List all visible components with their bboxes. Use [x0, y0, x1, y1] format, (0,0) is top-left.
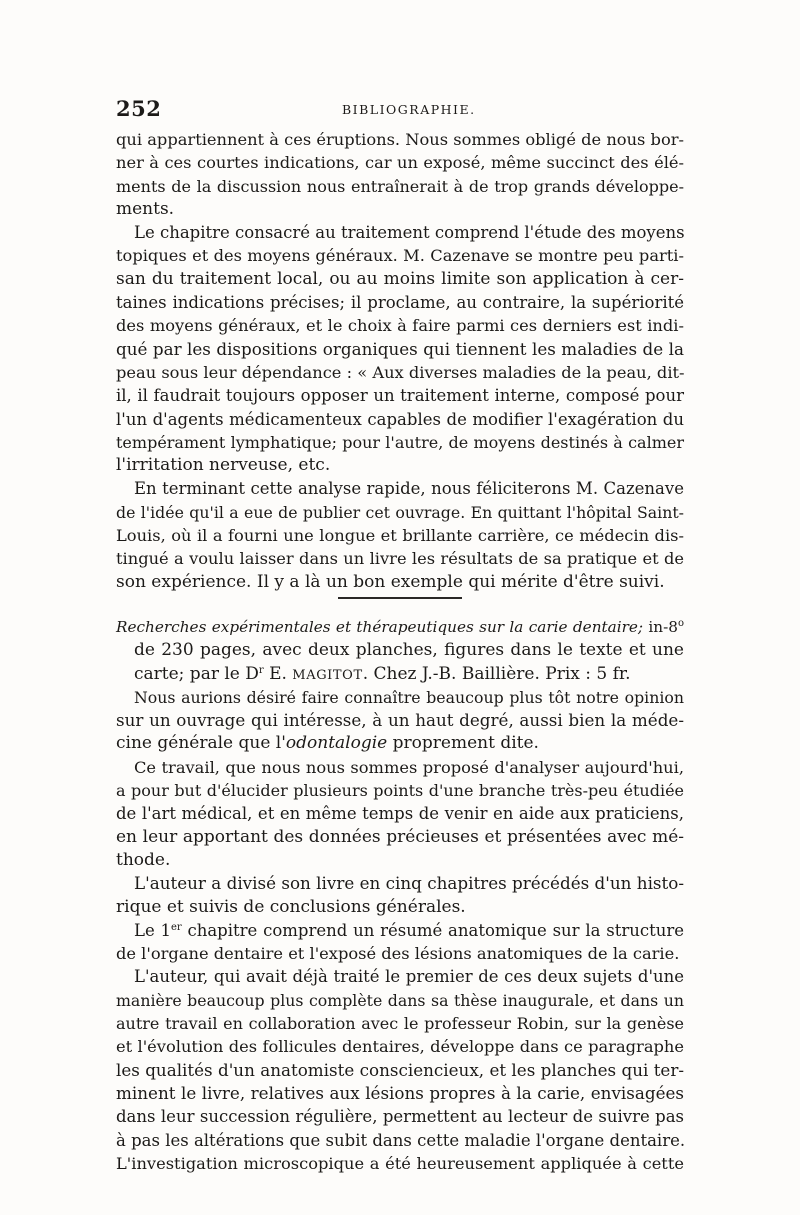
section-title: BIBLIOGRAPHIE.	[342, 102, 476, 117]
text-line: L'investigation microscopique a été heureusement appliquée à cette	[116, 1153, 684, 1173]
running-head	[116, 96, 686, 120]
author-initial: E.	[263, 663, 293, 684]
text-line: les qualités d'un anatomiste consciencieux, et les planches qui ter-	[116, 1059, 684, 1080]
text-line: autre travail en collaboration avec le professeur Robin, sur la genèse	[116, 1014, 684, 1034]
doctor-sup: r	[258, 664, 264, 676]
text-line: des moyens généraux, et le choix à faire parmi ces derniers est indi-	[116, 316, 684, 336]
text-line: ments de la discussion nous entraînerait à de trop grands développe-	[116, 176, 684, 196]
text-line: tingué a voulu laisser dans un livre les résultats de sa pratique et de	[116, 549, 684, 569]
text-line: rique et suivis de conclusions générales.	[116, 896, 466, 917]
page-number: 252	[116, 96, 162, 121]
text-line: en leur apportant des données précieuses et présentées avec mé-	[116, 826, 684, 847]
text-line: l'un d'agents médicamenteux capables de modifier l'exagération du	[116, 409, 684, 429]
text-line: il, il faudrait toujours opposer un traitement interne, composé pour	[116, 386, 684, 406]
author-prefix: carte; par le D	[134, 663, 259, 684]
review-continuation	[116, 128, 684, 594]
odontalogie-term: odontalogie	[285, 733, 388, 754]
chapter-sup: er	[171, 921, 182, 933]
text-line: ments.	[116, 198, 175, 219]
text-line: thode.	[116, 849, 171, 870]
author-name: MAGITOT	[292, 667, 363, 683]
text-line: a pour but d'élucider plusieurs points d'une branche très-peu étudiée	[116, 781, 684, 801]
text-line: L'auteur, qui avait déjà traité le premier de ces deux sujets d'une	[134, 967, 684, 987]
text-line: l'irritation nerveuse, etc.	[116, 455, 331, 476]
text-line: L'auteur a divisé son livre en cinq chapitres précédés d'un histo-	[134, 873, 684, 894]
book-author-line	[116, 663, 684, 686]
chapter-prefix: Le 1	[134, 920, 171, 940]
text-line: qué par les dispositions organiques qui tiennent les maladies de la	[116, 338, 684, 359]
text-line: ner à ces courtes indications, car un exposé, même succinct des élé-	[116, 153, 684, 173]
text-line	[116, 732, 684, 755]
text-line: son expérience. Il y a là un bon exemple qui mérite d'être suivi.	[116, 571, 665, 592]
text-line: Nous aurions désiré faire connaître beaucoup plus tôt notre opinion	[134, 687, 684, 707]
book-format-sup: o	[677, 618, 684, 629]
text-line: Louis, où il a fourni une longue et brillante carrière, ce médecin dis-	[116, 526, 684, 546]
chapter-suffix: chapitre comprend un résumé anatomique sur la structure	[181, 920, 684, 940]
text-line: qui appartiennent à ces éruptions. Nous sommes obligé de nous bor-	[116, 130, 684, 149]
text-line: En terminant cette analyse rapide, nous féliciterons M. Cazenave	[134, 479, 684, 499]
book-format: in-8	[643, 618, 678, 636]
text-line	[116, 919, 684, 942]
text-line: Ce travail, que nous nous sommes proposé d'analyser aujourd'hui,	[134, 757, 684, 777]
text-line: et l'évolution des follicules dentaires, développe dans ce paragraphe	[116, 1037, 684, 1057]
book-review	[116, 616, 684, 1175]
text-line: de l'art médical, et en même temps de venir en aide aux praticiens,	[116, 804, 684, 824]
text-line: de l'idée qu'il a eue de publier cet ouvrage. En quittant l'hôpital Saint-	[116, 502, 684, 522]
publisher-price: . Chez J.-B. Baillière. Prix : 5 fr.	[362, 663, 631, 684]
book-title: Recherches expérimentales et thérapeutiques sur la carie dentaire;	[116, 618, 644, 636]
text-line: taines indications précises; il proclame, au contraire, la supériorité	[116, 293, 684, 313]
text-line: à pas les altérations que subit dans cette maladie l'organe dentaire.	[116, 1130, 686, 1150]
text-line: dans leur succession régulière, permettent au lecteur de suivre pas	[116, 1107, 684, 1127]
text-line: minent le livre, relatives aux lésions propres à la carie, envisagées	[116, 1082, 684, 1103]
book-title-line	[116, 616, 684, 639]
odontalogie-prefix: cine générale que l'	[116, 733, 286, 754]
odontalogie-suffix: proprement dite.	[387, 733, 539, 754]
text-line: tempérament lymphatique; pour l'autre, de moyens destinés à calmer	[116, 432, 684, 452]
text-line: de l'organe dentaire et l'exposé des lésions anatomiques de la carie.	[116, 944, 680, 964]
text-line: sur un ouvrage qui intéresse, à un haut degré, aussi bien la méde-	[116, 710, 684, 731]
book-details-line: de 230 pages, avec deux planches, figures dans le texte et une	[134, 640, 684, 661]
text-line: manière beaucoup plus complète dans sa thèse inaugurale, et dans un	[116, 990, 684, 1010]
text-line: Le chapitre consacré au traitement comprend l'étude des moyens	[134, 223, 685, 243]
text-line: topiques et des moyens généraux. M. Cazenave se montre peu parti-	[116, 246, 684, 266]
section-separator-rule	[338, 597, 462, 599]
text-line: peau sous leur dépendance : « Aux diverses maladies de la peau, dit-	[116, 362, 685, 382]
text-line: san du traitement local, ou au moins limite son application à cer-	[116, 268, 684, 289]
